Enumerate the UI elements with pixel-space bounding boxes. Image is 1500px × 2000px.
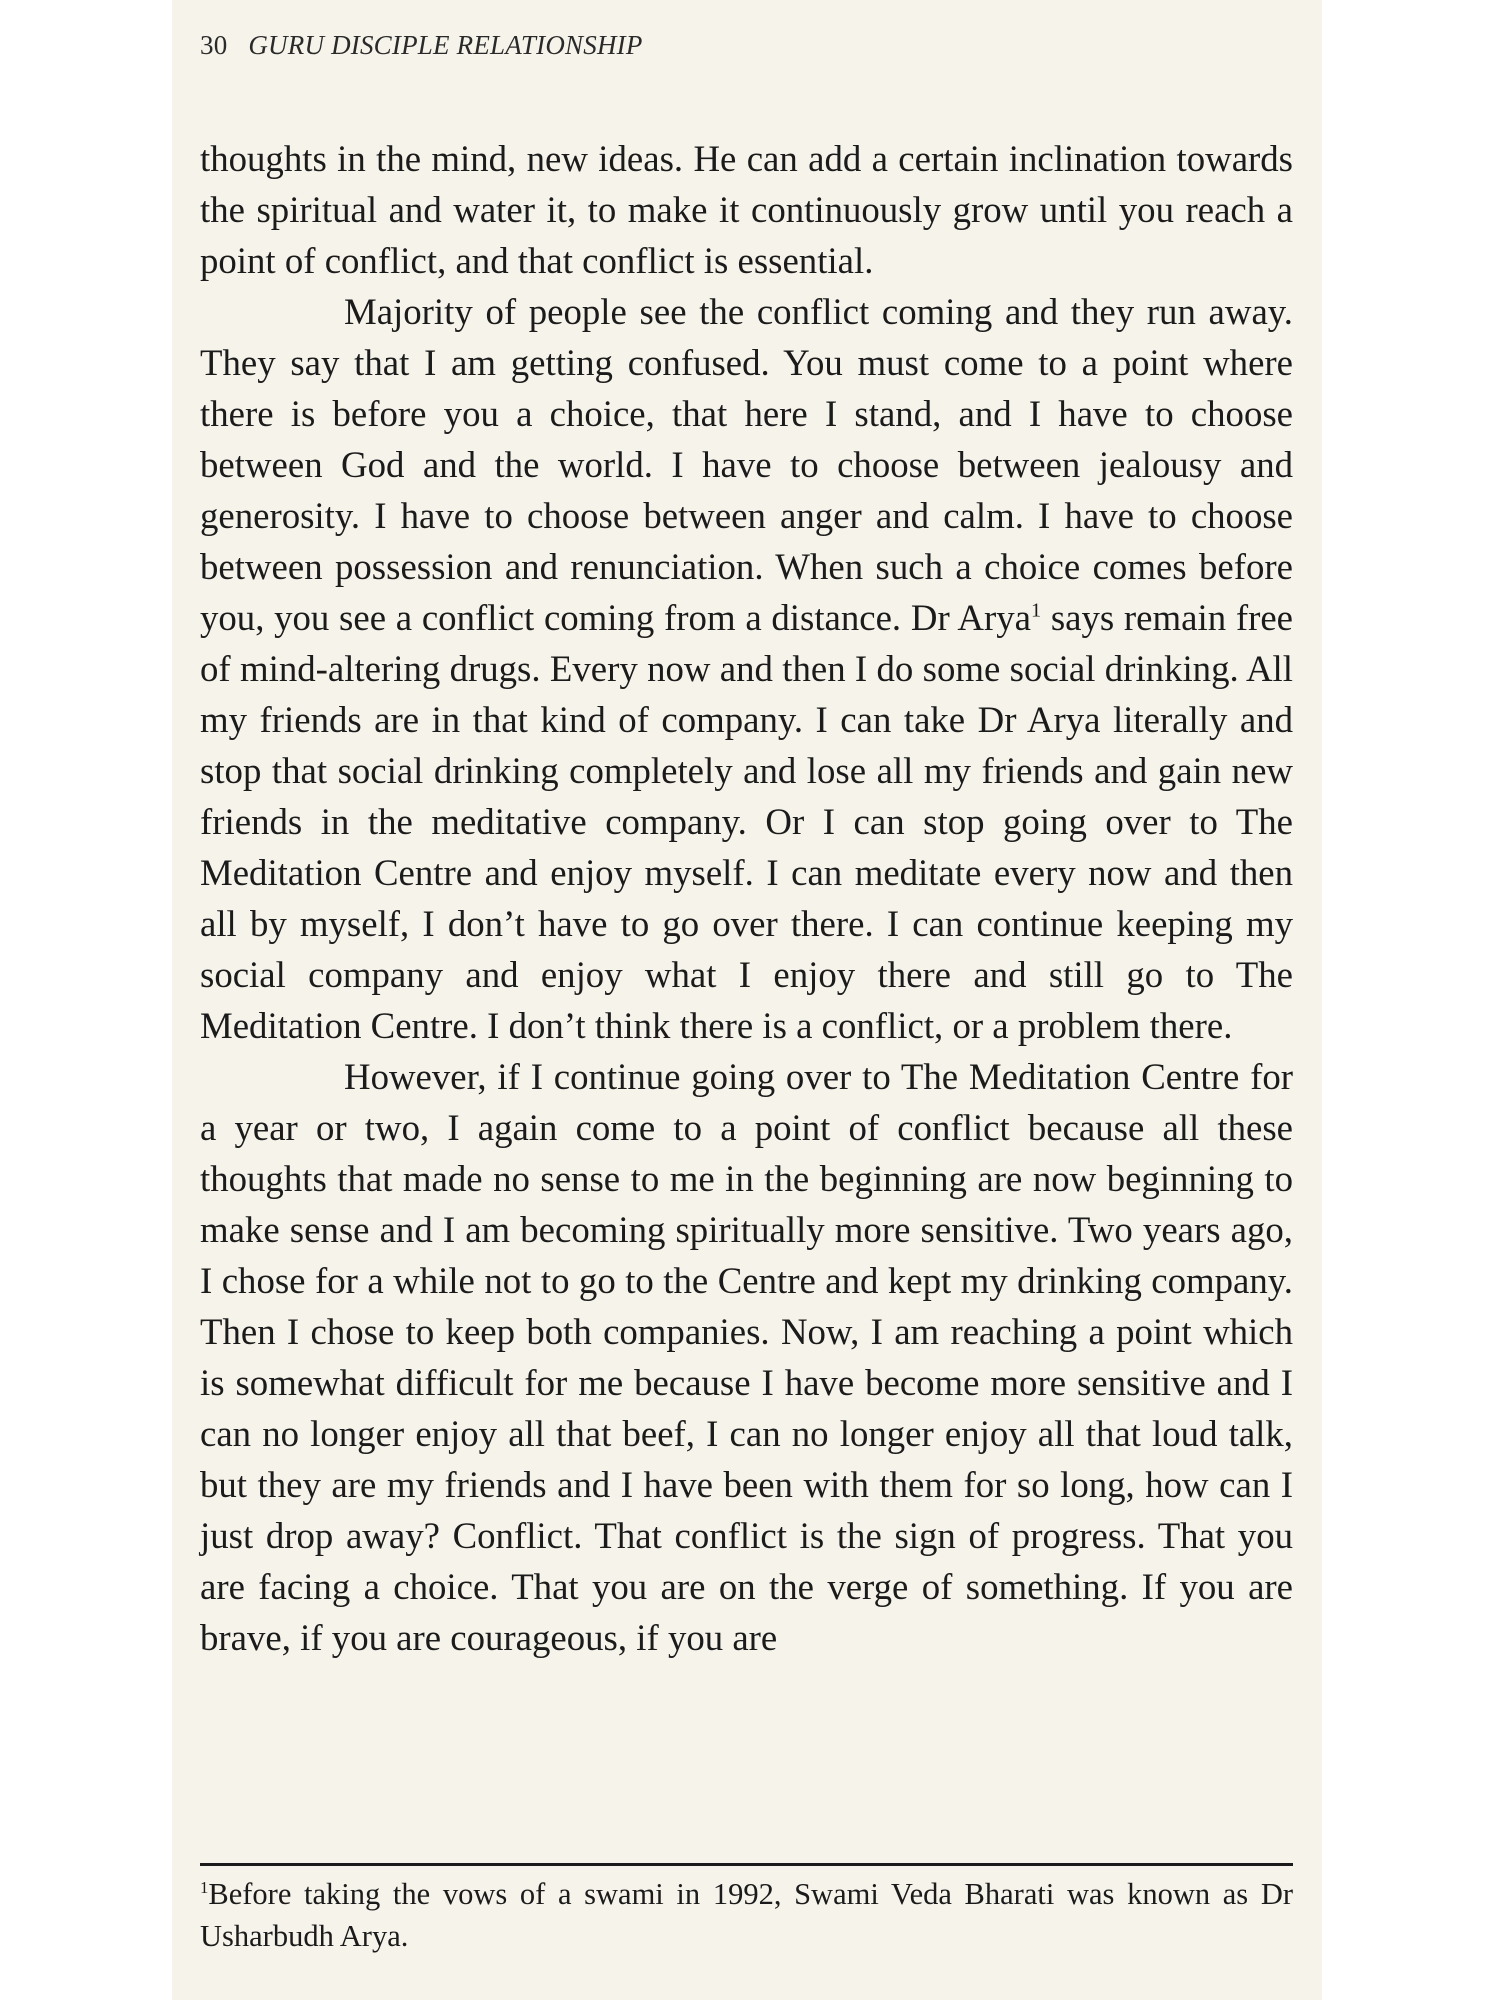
paragraph bbox=[200, 286, 1293, 1051]
paragraph-text: says remain free of mind-altering drugs. Every now and then I do some social drinking. All my friends are in that kind of company. I can take Dr Arya literally and stop that social drinking completely and lose all my friends and gain new friends in the meditative company. Or I can stop going over to The Meditation Centre and enjoy myself. I can meditate every now and then all by myself, I don’t have to go over there. I can continue keeping my social company and enjoy what I enjoy there and still go to The Meditation Centre. I don’t think there is a conflict, or a problem there. bbox=[200, 597, 1293, 1046]
paragraph: thoughts in the mind, new ideas. He can add a certain inclination towards the spiritual and water it, to make it continuously grow until you reach a point of conflict, and that conflict is essential. bbox=[200, 138, 1293, 281]
page-number: 30 bbox=[200, 30, 228, 60]
footnote bbox=[200, 1873, 1293, 1957]
paragraph-text: Majority of people see the conflict coming and they run away. They say that I am getting confused. You must come to a point where there is before you a choice, that here I stand, and I have to choose between God and the world. I have to choose between jealousy and generosity. I have to choose between anger and calm. I have to choose between possession and renunciation. When such a choice comes before you, you see a conflict coming from a distance. Dr Arya bbox=[200, 291, 1293, 638]
footnote-marker: 1 bbox=[200, 1877, 209, 1897]
footnote-reference: 1 bbox=[1030, 599, 1042, 622]
running-title: GURU DISCIPLE RELATIONSHIP bbox=[248, 30, 643, 60]
running-head bbox=[200, 30, 643, 61]
footnote-divider bbox=[200, 1863, 1293, 1866]
book-page bbox=[172, 0, 1322, 2000]
paragraph: However, if I continue going over to The Meditation Centre for a year or two, I again come to a point of conflict because all these thoughts that made no sense to me in the beginning are now beginning to make sense and I am becoming spiritually more sensitive. Two years ago, I chose for a while not to go to the Centre and kept my drinking company. Then I chose to keep both companies. Now, I am reaching a point which is somewhat difficult for me because I have become more sensitive and I can no longer enjoy all that beef, I can no longer enjoy all that loud talk, but they are my friends and I have been with them for so long, how can I just drop away? Conflict. That conflict is the sign of progress. That you are facing a choice. That you are on the verge of something. If you are brave, if you are courageous, if you are bbox=[200, 1056, 1293, 1658]
body-text bbox=[200, 133, 1293, 1663]
footnote-text: Before taking the vows of a swami in 1992, Swami Veda Bharati was known as Dr Usharbudh Arya. bbox=[200, 1877, 1293, 1953]
